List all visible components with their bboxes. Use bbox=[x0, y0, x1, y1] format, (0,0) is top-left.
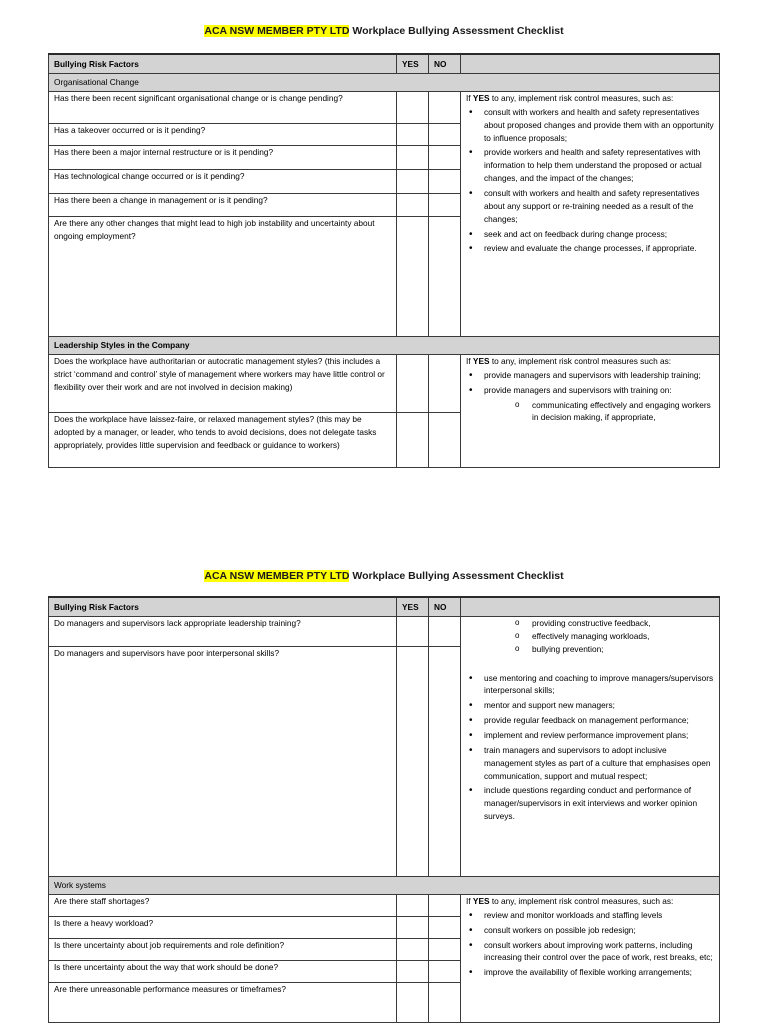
yes-cell[interactable] bbox=[397, 983, 429, 1023]
yes-cell[interactable] bbox=[397, 92, 429, 124]
question-text: Has technological change occurred or is it pending? bbox=[49, 170, 397, 194]
advice-cell bbox=[461, 92, 720, 337]
no-cell[interactable] bbox=[429, 917, 461, 939]
list-item: • consult with workers and health and safety representatives about proposed changes and provide them with an opportunity to influence proposals; bbox=[484, 106, 714, 145]
no-header: NO bbox=[429, 597, 461, 617]
yes-cell[interactable] bbox=[397, 961, 429, 983]
question-text: Does the workplace have laissez-faire, or relaxed management styles? (this may be adopted by a manager, or leader, who tends to avoid decisions, does not delegate tasks appropriately, provides little supervision and feedback or guidance to workers) bbox=[49, 413, 397, 468]
question-text: Has there been a change in management or is it pending? bbox=[49, 194, 397, 217]
advice-header bbox=[461, 597, 720, 617]
list-item: o providing constructive feedback, bbox=[532, 617, 714, 630]
list-item: • include questions regarding conduct and performance of manager/supervisors in exit interviews and worker opinion surveys. bbox=[484, 784, 714, 823]
advice-sublist bbox=[466, 399, 714, 425]
question-text: Has a takeover occurred or is it pending? bbox=[49, 124, 397, 146]
yes-cell[interactable] bbox=[397, 146, 429, 170]
section-header bbox=[49, 877, 720, 895]
no-header: NO bbox=[429, 54, 461, 74]
page-title bbox=[0, 570, 768, 582]
list-item: • seek and act on feedback during change process; bbox=[484, 228, 714, 241]
question-text: Is there a heavy workload? bbox=[49, 917, 397, 939]
no-cell[interactable] bbox=[429, 617, 461, 647]
yes-cell[interactable] bbox=[397, 939, 429, 961]
yes-cell[interactable] bbox=[397, 917, 429, 939]
company-name: ACA NSW MEMBER PTY LTD bbox=[204, 570, 350, 582]
advice-intro: If YES to any, implement risk control measures, such as: bbox=[466, 896, 674, 906]
no-cell[interactable] bbox=[429, 194, 461, 217]
advice-list bbox=[466, 369, 714, 397]
question-text: Is there uncertainty about job requirements and role definition? bbox=[49, 939, 397, 961]
advice-intro: If YES to any, implement risk control measures, such as: bbox=[466, 93, 674, 103]
no-cell[interactable] bbox=[429, 413, 461, 468]
list-item: o communicating effectively and engaging workers in decision making, if appropriate, bbox=[532, 399, 714, 425]
question-text: Are there any other changes that might lead to high job instability and uncertainty about ongoing employment? bbox=[49, 217, 397, 337]
no-cell[interactable] bbox=[429, 961, 461, 983]
no-cell[interactable] bbox=[429, 895, 461, 917]
question-text: Has there been recent significant organisational change or is change pending? bbox=[49, 92, 397, 124]
table-header bbox=[49, 54, 720, 74]
yes-header: YES bbox=[397, 54, 429, 74]
yes-cell[interactable] bbox=[397, 170, 429, 194]
section-header bbox=[49, 74, 720, 92]
no-cell[interactable] bbox=[429, 355, 461, 413]
yes-cell[interactable] bbox=[397, 617, 429, 647]
question-text: Are there unreasonable performance measures or timeframes? bbox=[49, 983, 397, 1023]
yes-cell[interactable] bbox=[397, 647, 429, 877]
question-text: Do managers and supervisors lack appropriate leadership training? bbox=[49, 617, 397, 647]
list-item: • provide managers and supervisors with leadership training; bbox=[484, 369, 714, 382]
list-item: • implement and review performance improvement plans; bbox=[484, 729, 714, 742]
advice-list bbox=[466, 106, 714, 255]
table-header bbox=[49, 597, 720, 617]
list-item: • provide regular feedback on management performance; bbox=[484, 714, 714, 727]
list-item: o effectively managing workloads, bbox=[532, 630, 714, 643]
section-header bbox=[49, 337, 720, 355]
page-title bbox=[0, 25, 768, 37]
list-item: o bullying prevention; bbox=[532, 643, 714, 656]
advice-sublist bbox=[466, 617, 714, 656]
yes-cell[interactable] bbox=[397, 355, 429, 413]
advice-cell bbox=[461, 355, 720, 468]
list-item: • provide workers and health and safety representatives with information to help them understand the proposed or actual changes, and the impact of the changes; bbox=[484, 146, 714, 185]
no-cell[interactable] bbox=[429, 983, 461, 1023]
no-cell[interactable] bbox=[429, 217, 461, 337]
table-row bbox=[49, 895, 720, 917]
list-item: • train managers and supervisors to adopt inclusive management styles as part of a culture that emphasises open communication, support and mutual respect; bbox=[484, 744, 714, 783]
no-cell[interactable] bbox=[429, 124, 461, 146]
yes-cell[interactable] bbox=[397, 194, 429, 217]
yes-cell[interactable] bbox=[397, 413, 429, 468]
yes-cell[interactable] bbox=[397, 217, 429, 337]
list-item: • use mentoring and coaching to improve managers/supervisors interpersonal skills; bbox=[484, 672, 714, 698]
table-row bbox=[49, 92, 720, 124]
factors-header: Bullying Risk Factors bbox=[49, 54, 397, 74]
list-item: • improve the availability of flexible working arrangements; bbox=[484, 966, 714, 979]
yes-header: YES bbox=[397, 597, 429, 617]
table-row bbox=[49, 617, 720, 647]
advice-cell bbox=[461, 895, 720, 1023]
advice-header bbox=[461, 54, 720, 74]
section-title: Work systems bbox=[49, 877, 720, 895]
list-item: • provide managers and supervisors with training on: bbox=[484, 384, 714, 397]
advice-cell bbox=[461, 617, 720, 877]
checklist-title: Workplace Bullying Assessment Checklist bbox=[349, 570, 564, 582]
checklist-table bbox=[48, 596, 720, 1023]
checklist-title: Workplace Bullying Assessment Checklist bbox=[349, 25, 564, 37]
list-item: • consult workers on possible job redesign; bbox=[484, 924, 714, 937]
list-item: • mentor and support new managers; bbox=[484, 699, 714, 712]
advice-intro: If YES to any, implement risk control measures such as: bbox=[466, 356, 672, 366]
checklist-table bbox=[48, 53, 720, 468]
yes-cell[interactable] bbox=[397, 124, 429, 146]
yes-cell[interactable] bbox=[397, 895, 429, 917]
no-cell[interactable] bbox=[429, 939, 461, 961]
no-cell[interactable] bbox=[429, 170, 461, 194]
question-text: Do managers and supervisors have poor interpersonal skills? bbox=[49, 647, 397, 877]
question-text: Are there staff shortages? bbox=[49, 895, 397, 917]
question-text: Does the workplace have authoritarian or autocratic management styles? (this includes a strict ‘command and control’ style of management where workers may have little control or flexibility over their work and are not involved in decision making) bbox=[49, 355, 397, 413]
no-cell[interactable] bbox=[429, 647, 461, 877]
list-item: • consult workers about improving work patterns, including increasing their control over the pace of work, rest breaks, etc; bbox=[484, 939, 714, 965]
question-text: Is there uncertainty about the way that work should be done? bbox=[49, 961, 397, 983]
list-item: • review and evaluate the change processes, if appropriate. bbox=[484, 242, 714, 255]
table-row bbox=[49, 355, 720, 413]
section-title: Leadership Styles in the Company bbox=[49, 337, 720, 355]
company-name: ACA NSW MEMBER PTY LTD bbox=[204, 25, 350, 37]
question-text: Has there been a major internal restructure or is it pending? bbox=[49, 146, 397, 170]
no-cell[interactable] bbox=[429, 92, 461, 124]
list-item: • review and monitor workloads and staffing levels bbox=[484, 909, 714, 922]
advice-list bbox=[466, 672, 714, 823]
advice-list bbox=[466, 909, 714, 979]
section-title: Organisational Change bbox=[49, 74, 720, 92]
list-item: • consult with workers and health and safety representatives about any support or re-training needed as a result of the changes; bbox=[484, 187, 714, 226]
no-cell[interactable] bbox=[429, 146, 461, 170]
factors-header: Bullying Risk Factors bbox=[49, 597, 397, 617]
